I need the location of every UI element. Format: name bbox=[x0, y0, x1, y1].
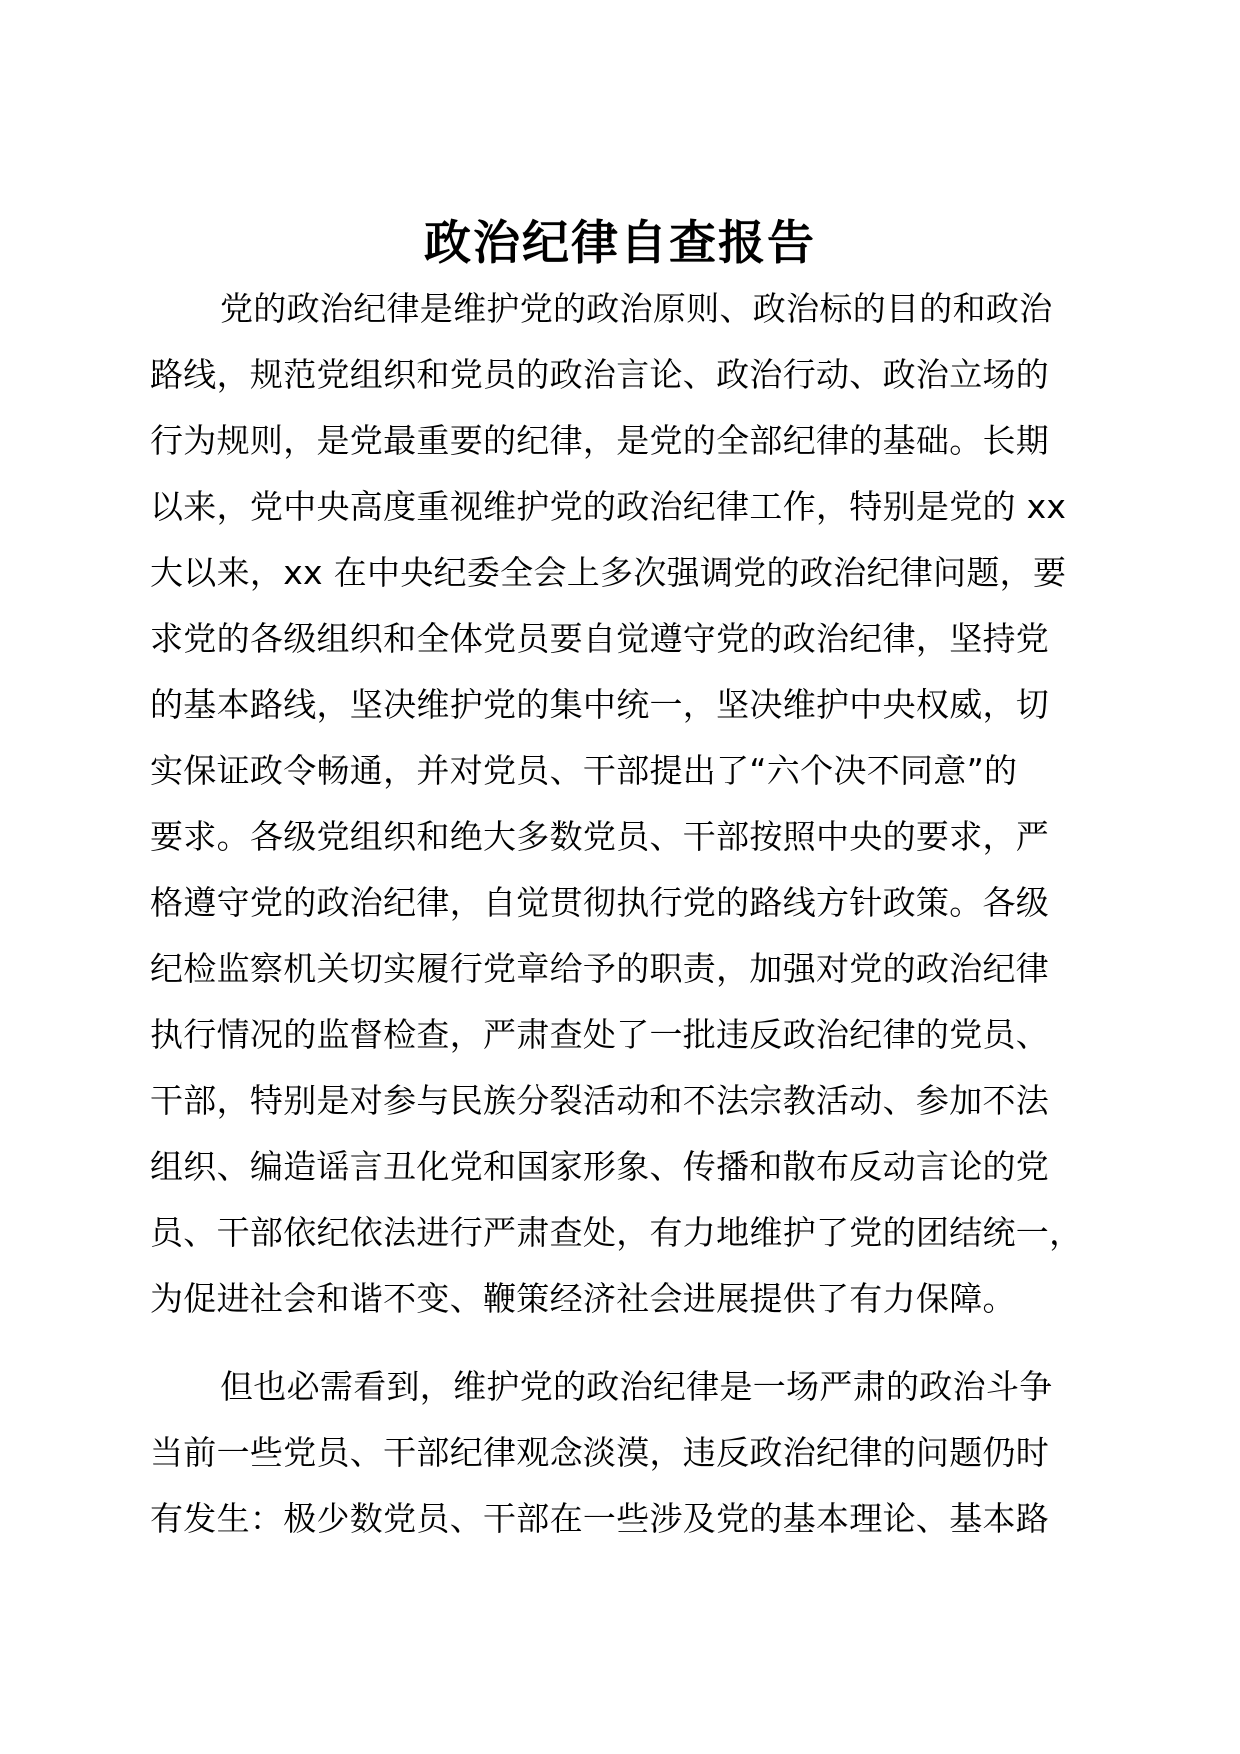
text-line: 有发生：极少数党员、干部在一些涉及党的基本理论、基本路 bbox=[150, 1499, 1050, 1538]
text-line: 执行情况的监督检查，严肃查处了一批违反政治纪律的党员、 bbox=[150, 1015, 1050, 1054]
paragraph-1 bbox=[150, 276, 1090, 1332]
text-line: 实保证政令畅通，并对党员、干部提出了“六个决不同意”的 bbox=[150, 751, 1018, 790]
text-line: 组织、编造谣言丑化党和国家形象、传播和散布反动言论的党 bbox=[150, 1147, 1050, 1186]
text-line: 路线，规范党组织和党员的政治言论、政治行动、政治立场的 bbox=[150, 355, 1050, 394]
text-line: 干部，特别是对参与民族分裂活动和不法宗教活动、参加不法 bbox=[150, 1081, 1050, 1120]
text-line: 但也必需看到，维护党的政治纪律是一场严肃的政治斗争 bbox=[220, 1367, 1053, 1406]
text-line: 求党的各级组织和全体党员要自觉遵守党的政治纪律，坚持党 bbox=[150, 619, 1050, 658]
text-line: 纪检监察机关切实履行党章给予的职责，加强对党的政治纪律 bbox=[150, 949, 1050, 988]
text-line: 员、干部依纪依法进行严肃查处，有力地维护了党的团结统一， bbox=[150, 1213, 1083, 1252]
text-line: 要求。各级党组织和绝大多数党员、干部按照中央的要求，严 bbox=[150, 817, 1050, 856]
text-line: 以来，党中央高度重视维护党的政治纪律工作，特别是党的 xx bbox=[150, 487, 1067, 526]
paragraph-2 bbox=[150, 1354, 1090, 1552]
text-line: 党的政治纪律是维护党的政治原则、政治标的目的和政治 bbox=[220, 289, 1053, 328]
text-line: 格遵守党的政治纪律，自觉贯彻执行党的路线方针政策。各级 bbox=[150, 883, 1050, 922]
text-line: 当前一些党员、干部纪律观念淡漠，违反政治纪律的问题仍时 bbox=[150, 1433, 1050, 1472]
text-line: 为促进社会和谐不变、鞭策经济社会进展提供了有力保障。 bbox=[150, 1279, 1016, 1318]
text-line: 大以来，xx 在中央纪委全会上多次强调党的政治纪律问题，要 bbox=[150, 553, 1067, 592]
text-line: 行为规则，是党最重要的纪律，是党的全部纪律的基础。长期 bbox=[150, 421, 1050, 460]
text-line: 的基本路线，坚决维护党的集中统一，坚决维护中央权威，切 bbox=[150, 685, 1050, 724]
document-title: 政治纪律自查报告 bbox=[424, 216, 816, 271]
document-body bbox=[150, 276, 1090, 1552]
